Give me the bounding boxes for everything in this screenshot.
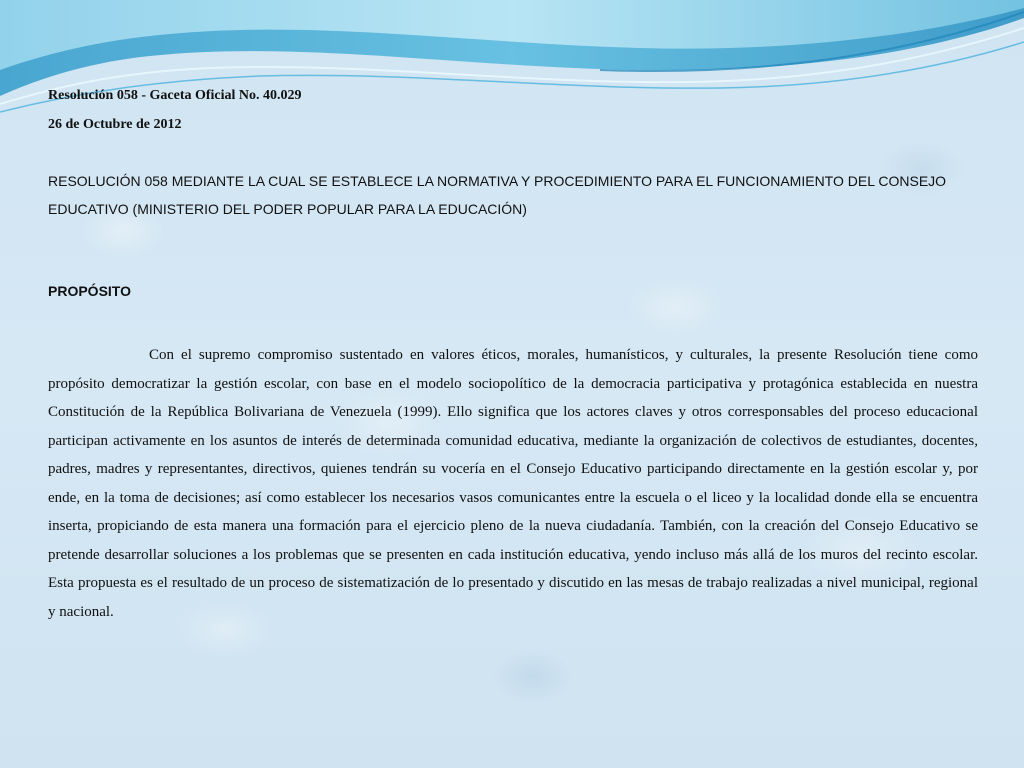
section-title: PROPÓSITO (48, 283, 131, 299)
document-reference: Resolución 058 - Gaceta Oficial No. 40.029 (48, 88, 302, 103)
document-body (48, 86, 978, 626)
resolution-heading: RESOLUCIÓN 058 MEDIANTE LA CUAL SE ESTABLECE LA NORMATIVA Y PROCEDIMIENTO PARA EL FUNCIONAMIENTO DEL CONSEJO EDUCATIVO (MINISTERIO DEL PODER POPULAR PARA LA EDUCACIÓN) (48, 173, 947, 217)
document-date: 26 de Octubre de 2012 (48, 117, 182, 132)
purpose-paragraph: Con el supremo compromiso sustentado en valores éticos, morales, humanísticos, y culturales, la presente Resolución tiene como propósito democratizar la gestión escolar, con base en el modelo sociopolítico de la democracia participativa y protagónica establecida en nuestra Constitución de la República Bolivariana de Venezuela (1999). Ello significa que los actores claves y otros corresponsables del proceso educacional participan activamente en los asuntos de interés de determinada comunidad educativa, mediante la organización de colectivos de estudiantes, docentes, padres, madres y representantes, directivos, quienes tendrán su vocería en el Consejo Educativo participando directamente en la gestión escolar y, por ende, en la toma de decisiones; así como establecer los necesarios vasos comunicantes entre la escuela o el liceo y la localidad donde ella se encuentra inserta, propiciando de esta manera una formación para el ejercicio pleno de la nueva ciudadanía. También, con la creación del Consejo Educativo se pretende desarrollar soluciones a los problemas que se presenten en cada institución educativa, yendo incluso más allá de los muros del recinto escolar. Esta propuesta es el resultado de un proceso de sistematización de lo presentado y discutido en las mesas de trabajo realizadas a nivel municipal, regional y nacional. (48, 347, 978, 620)
